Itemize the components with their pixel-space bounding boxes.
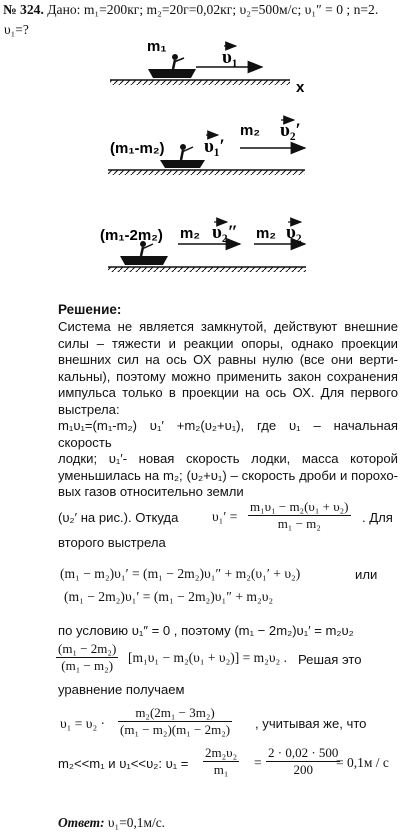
eq7-fraction-2 xyxy=(266,745,340,778)
answer-label: Ответ: xyxy=(58,815,105,830)
text-line: выстрела: xyxy=(58,401,120,417)
figures xyxy=(0,0,407,300)
eq7-result: = 0,1м / с xyxy=(336,755,389,770)
fig3-shot2-mass-label: m₂ xyxy=(256,225,277,242)
eq7-fraction-1 xyxy=(203,745,239,778)
figure-3 xyxy=(100,222,306,272)
eq2-numerator: m₁υ₁ − m₂(υ₁ + υ₂) xyxy=(250,499,349,514)
text-line: силы – тяжести и реакции опоры, однако проекции xyxy=(58,335,398,351)
equation-3-tail: или xyxy=(355,567,378,582)
eq5-denominator: (m₁ − m₂) xyxy=(61,658,114,673)
eq5-rest: [m₁υ₁ − m₂(υ₁ + υ₂)] = m₂υ₂ . xyxy=(128,650,288,665)
equation-1: m₁υ₁=(m₁-m₂) υ₁′ +m₂(υ₂+υ₁), где υ₁ – начальная скорость xyxy=(58,418,398,450)
eq7-denominator-1: m₁ xyxy=(213,762,229,777)
condition-line: по условию υ₁″ = 0 , поэтому (m₁ − 2m₂)υ₁′ = m₂υ₂ xyxy=(58,623,354,638)
eq5-numerator: (m₁ − 2m₂) xyxy=(58,641,117,656)
fig2-velocity-label: υ₁′ xyxy=(204,136,225,157)
fig2-shot-velocity-label: υ₂′ xyxy=(280,120,301,141)
result-intro: уравнение получаем xyxy=(58,682,185,697)
eq7-equals: = xyxy=(254,755,262,770)
eq6-tail: , учитывая же, что xyxy=(255,716,367,731)
solution-heading: Решение: xyxy=(58,302,122,317)
eq2-fraction xyxy=(248,499,351,532)
given-line-2: υ₁=? xyxy=(4,22,29,37)
text-line: кальны), поэтому можно применить закон сохранения xyxy=(58,368,398,384)
approx-line: m₂<<m₁ и υ₁<<υ₂: υ₁ = xyxy=(58,756,189,771)
eq6-lhs: υ₁ = υ₂ · xyxy=(60,716,106,731)
eq6-numerator: m₂(2m₁ − 3m₂) xyxy=(118,705,232,722)
text-line: вых газов относительно земли xyxy=(58,484,244,499)
equation-3: (m₁ − m₂)υ₁′ = (m₁ − 2m₂)υ₁″ + m₂(υ₁′ + υ₂) xyxy=(60,566,301,581)
eq7-denominator-2: 200 xyxy=(293,762,313,777)
problem-number: № 324. xyxy=(3,2,44,17)
eq7-numerator-2: 2 · 0,02 · 500 xyxy=(268,745,339,760)
answer-line xyxy=(58,815,165,831)
boat-icon xyxy=(148,69,196,78)
eq2-suffix: . Для xyxy=(362,510,393,525)
fig2-shot-mass-label: m₂ xyxy=(240,122,261,139)
fig1-axis-label: x xyxy=(296,79,305,96)
fig1-velocity-label: υ₁ xyxy=(222,47,238,68)
figure-2 xyxy=(108,120,305,175)
fig2-mass-label: (m₁-m₂) xyxy=(110,140,165,157)
given-line-1: Дано: m₁=200кг; m₂=20г=0,02кг; υ₂=500м/с; υ₁″ = 0 ; n=2. xyxy=(47,2,379,17)
fig3-mass-label: (m₁-2m₂) xyxy=(100,227,163,244)
text-line: уменьшилась на m₂; (υ₂+υ₁) – скорость дроби и порохо- xyxy=(58,467,398,483)
solution-paragraph-1 xyxy=(58,319,398,501)
fig1-mass-label: m₁ xyxy=(147,38,167,55)
eq6-fraction xyxy=(118,705,232,738)
text-line: внешних сил на ось ОХ равны нулю (все они верти- xyxy=(58,352,398,367)
fig3-shot1-velocity-label: υ₂″ xyxy=(212,222,239,243)
eq2-denominator: m₁ − m₂ xyxy=(277,516,321,531)
eq7-numerator-1: 2m₂υ₂ xyxy=(205,745,238,760)
eq5-tail: Решая это xyxy=(298,652,362,667)
second-shot-text: второго выстрела xyxy=(58,535,166,550)
eq2-lhs: υ₁′ = xyxy=(212,509,238,524)
equation-4: (m₁ − 2m₂)υ₁′ = (m₁ − 2m₂)υ₁″ + m₂υ₂ xyxy=(64,589,274,604)
fig3-shot2-velocity-label: υ₂ xyxy=(286,222,302,243)
text-line: импульса только в проекции на ось ОХ. Для первого xyxy=(58,385,398,400)
figure-1 xyxy=(110,38,305,96)
fig3-shot1-mass-label: m₂ xyxy=(180,225,201,242)
answer-value: υ₁=0,1м/с. xyxy=(107,815,165,830)
text-line: лодки; υ₁′- новая скорость лодки, масса которой xyxy=(58,451,398,466)
boat-icon xyxy=(120,256,168,265)
boat-icon xyxy=(160,160,205,168)
text-line: Система не является замкнутой, действуют внешние xyxy=(58,319,398,334)
eq5-fraction xyxy=(56,641,118,674)
eq6-denominator: (m₁ − m₂)(m₁ − 2m₂) xyxy=(120,722,231,737)
eq2-prefix: (υ₂′ на рис.). Откуда xyxy=(58,510,179,525)
